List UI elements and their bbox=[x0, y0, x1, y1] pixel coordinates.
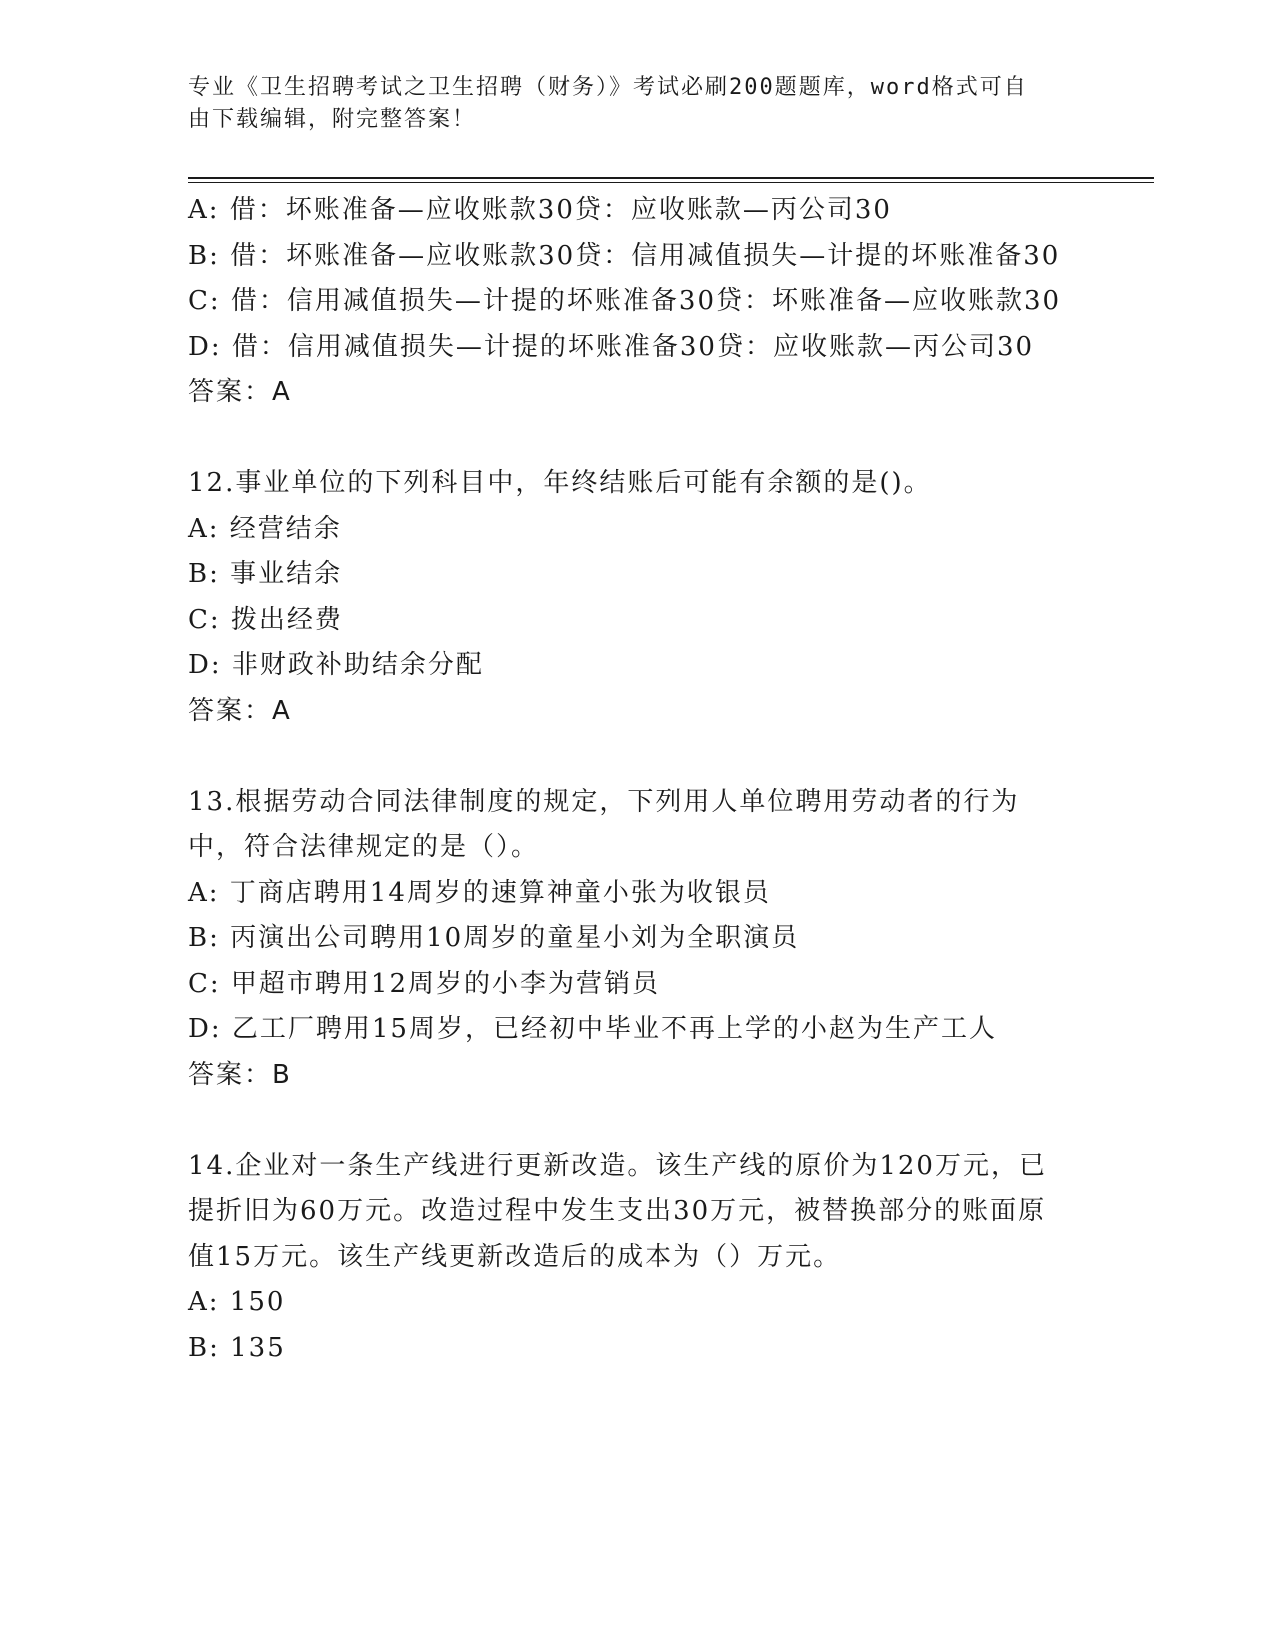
q13-option-d: D: 乙工厂聘用15周岁，已经初中毕业不再上学的小赵为生产工人 bbox=[188, 1014, 997, 1044]
q11-option-a: A: 借：坏账准备—应收账款30贷：应收账款—丙公司30 bbox=[188, 195, 892, 225]
q13-option-a: A: 丁商店聘用14周岁的速算神童小张为收银员 bbox=[188, 877, 771, 908]
q14-question: 14.企业对一条生产线进行更新改造。该生产线的原价为120万元，已提折旧为60万元。改造过程中发生支出30万元，被替换部分的账面原值15万元。该生产线更新改造后的成本为（）万元。 bbox=[188, 1150, 1047, 1272]
header-rule-thin bbox=[188, 182, 1154, 183]
q11-option-b: B: 借：坏账准备—应收账款30贷：信用减值损失—计提的坏账准备30 bbox=[188, 240, 1061, 271]
q13-question: 13.根据劳动合同法律制度的规定，下列用人单位聘用劳动者的行为中，符合法律规定的是（）。 bbox=[188, 786, 1020, 862]
q11-answer: 答案：A bbox=[188, 377, 292, 407]
q13-answer: 答案：B bbox=[188, 1059, 292, 1090]
spacer bbox=[188, 734, 1068, 780]
q12-option-a: A: 经营结余 bbox=[188, 513, 342, 544]
question-11 bbox=[188, 188, 1068, 416]
header-rule-thick bbox=[188, 177, 1154, 179]
header-line-1: 专业《卫生招聘考试之卫生招聘（财务）》考试必刷200题题库，word格式可自 bbox=[188, 75, 1028, 100]
spacer bbox=[188, 416, 1068, 462]
q12-option-d: D: 非财政补助结余分配 bbox=[188, 650, 484, 680]
question-13 bbox=[188, 780, 1068, 1099]
q13-option-b: B: 丙演出公司聘用10周岁的童星小刘为全职演员 bbox=[188, 923, 800, 953]
question-content bbox=[188, 188, 1068, 1371]
q12-question: 12.事业单位的下列科目中，年终结账后可能有余额的是()。 bbox=[188, 468, 932, 498]
question-12 bbox=[188, 461, 1068, 734]
q11-option-d: D: 借：信用减值损失—计提的坏账准备30贷：应收账款—丙公司30 bbox=[188, 331, 1035, 362]
q14-option-b: B: 135 bbox=[188, 1332, 286, 1363]
question-14 bbox=[188, 1144, 1068, 1372]
document-header bbox=[188, 72, 1068, 136]
header-line-2: 由下载编辑，附完整答案！ bbox=[188, 107, 477, 132]
q14-option-a: A: 150 bbox=[188, 1287, 286, 1317]
q12-option-c: C: 拨出经费 bbox=[188, 604, 343, 635]
q12-option-b: B: 事业结余 bbox=[188, 559, 343, 589]
spacer bbox=[188, 1098, 1068, 1144]
q11-option-c: C: 借：信用减值损失—计提的坏账准备30贷：坏账准备—应收账款30 bbox=[188, 286, 1062, 316]
q13-option-c: C: 甲超市聘用12周岁的小李为营销员 bbox=[188, 968, 661, 999]
q12-answer: 答案：A bbox=[188, 695, 292, 726]
